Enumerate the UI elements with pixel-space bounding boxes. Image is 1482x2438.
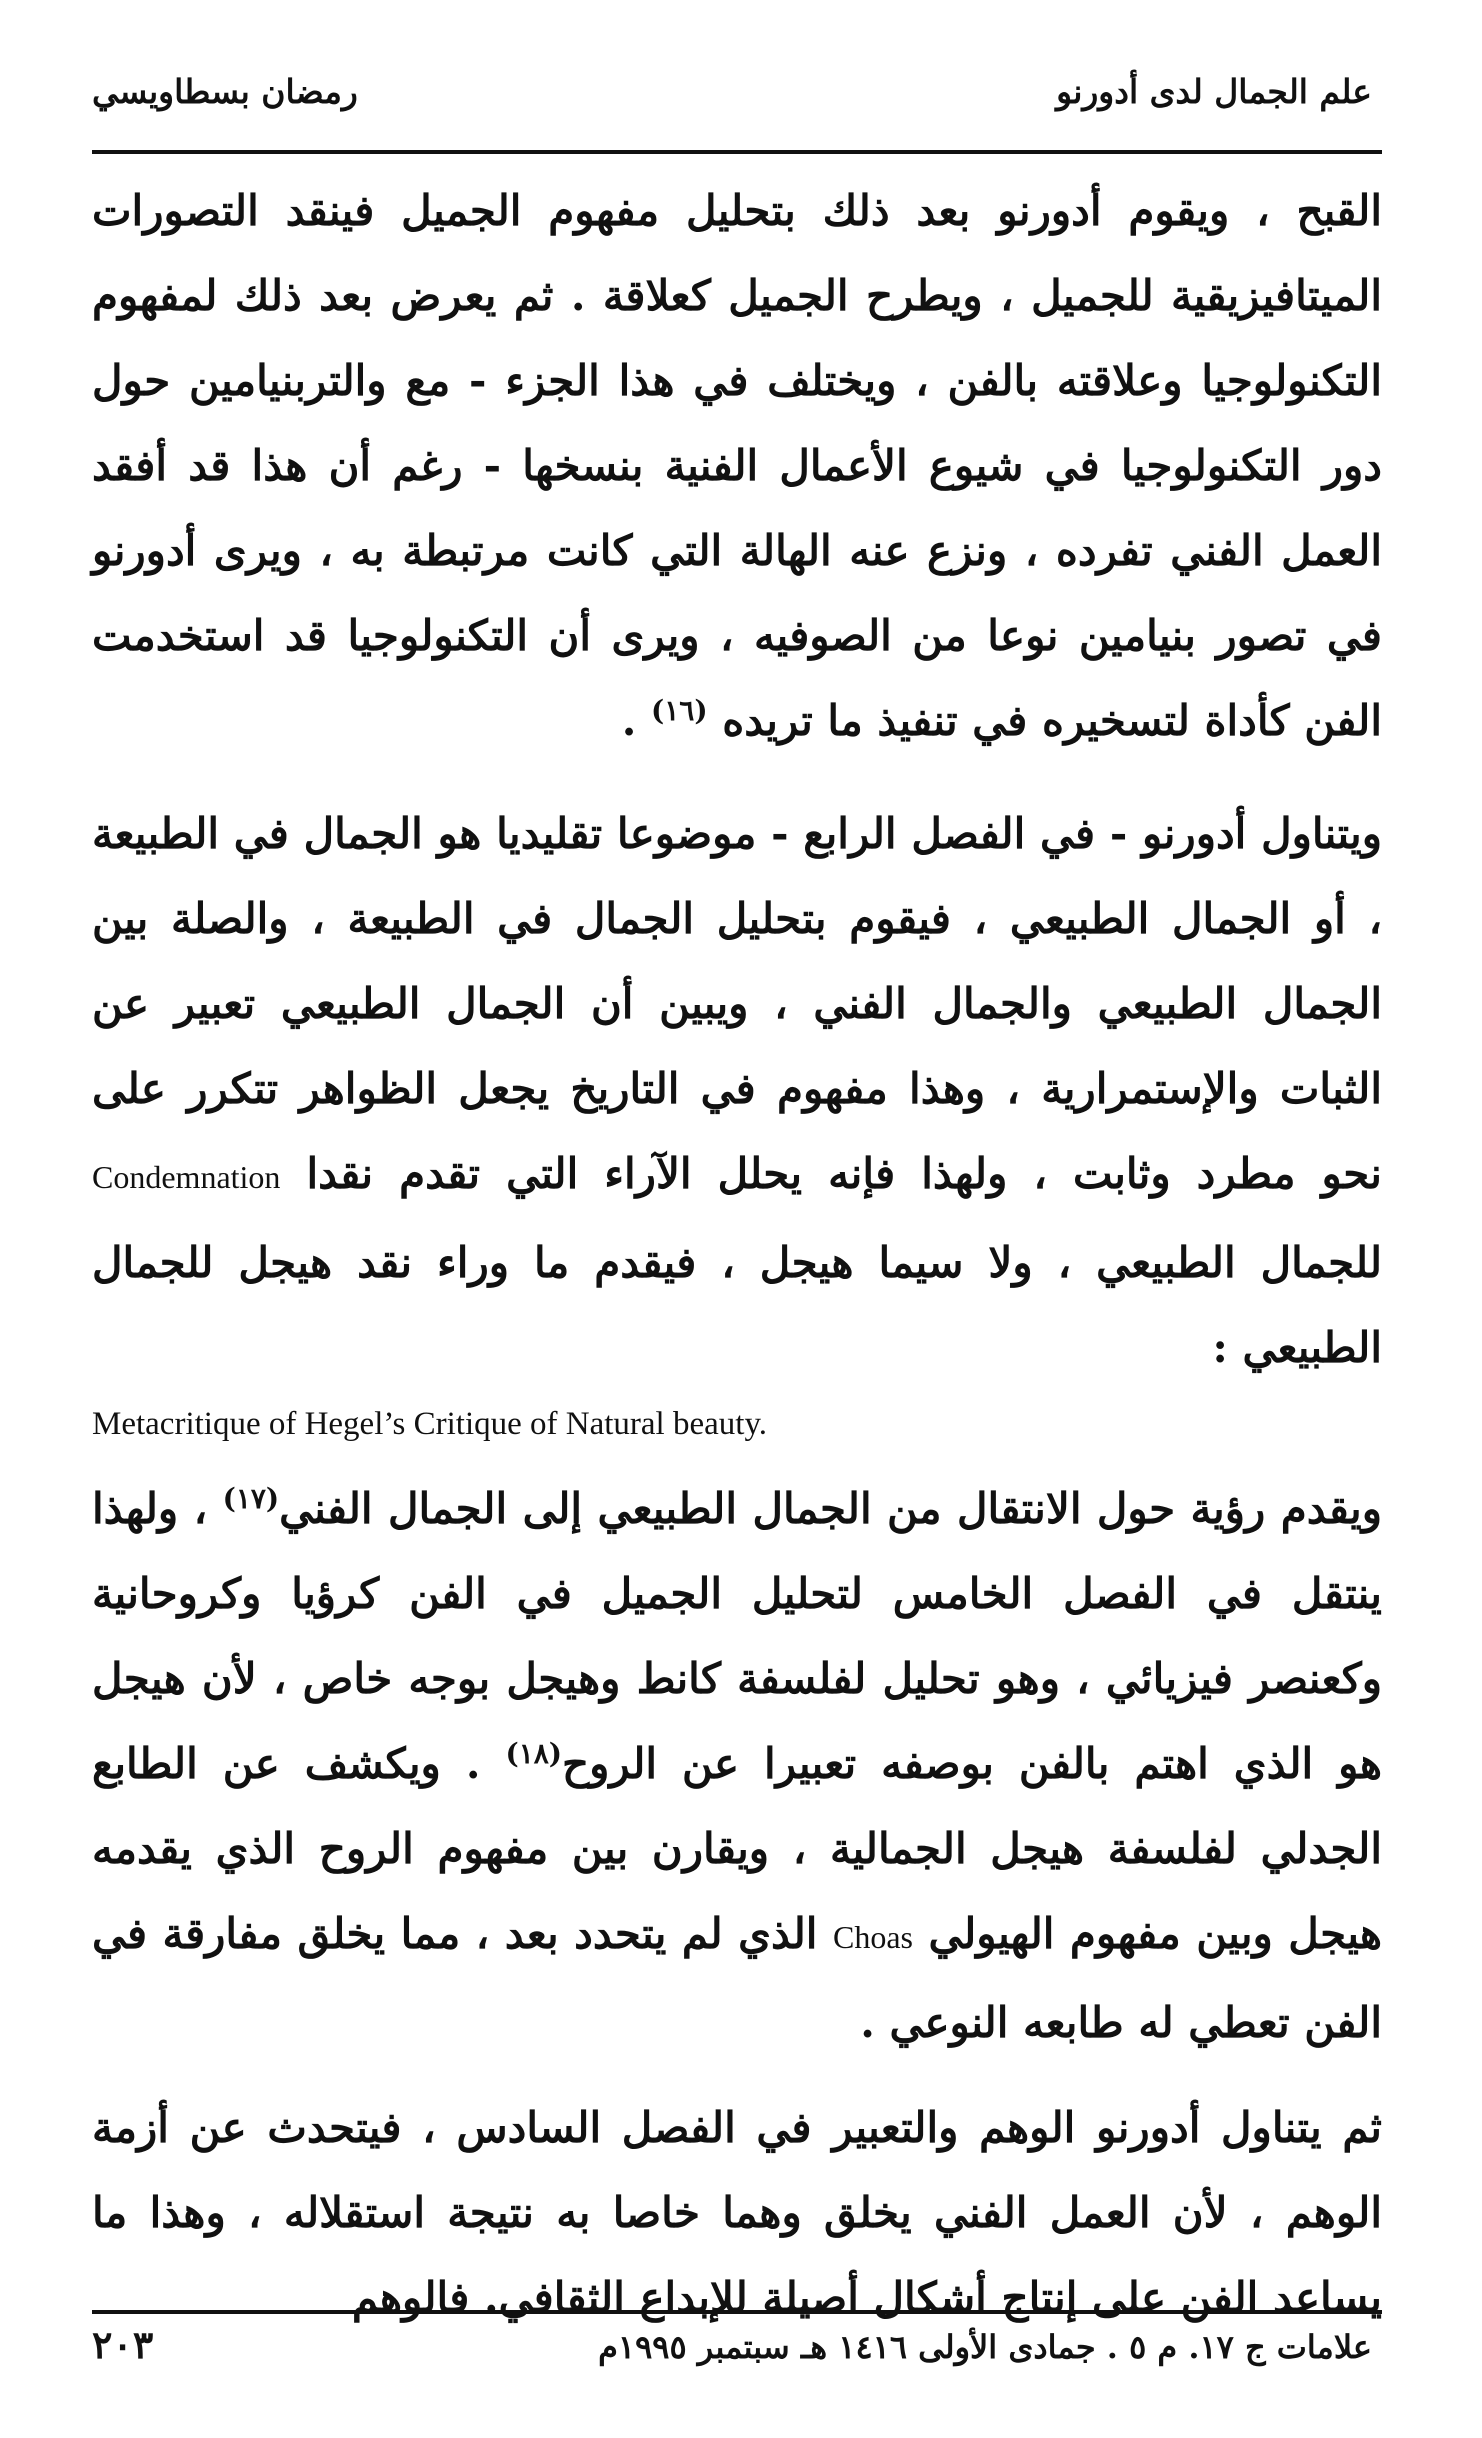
footnote-ref-16: (١٦) [650, 694, 708, 727]
header-rule [92, 150, 1382, 154]
footer-journal-info: علامات ج ١٧. م ٥ . جمادى الأولى ١٤١٦ هـ سبتمبر ١٩٩٥م [598, 2328, 1372, 2366]
english-heading-line: Metacritique of Hegel’s Critique of Natural beauty. [92, 1406, 768, 1442]
paragraph-2-text-after: للجمال الطبيعي ، ولا سيما هيجل ، فيقدم ما وراء نقد هيجل للجمال الطبيعي : [92, 1238, 1382, 1372]
paragraph-3-text-c: . ويكشف عن الطابع الجدلي لفلسفة هيجل الجمالية ، ويقارن بين مفهوم الروح الذي يقدمه هيجل وبين مفهوم الهيولي [92, 1739, 1383, 1958]
running-header-author: رمضان بسطاويسي [92, 72, 358, 111]
paragraph-1 [92, 168, 1382, 763]
running-header [92, 60, 1382, 150]
latin-term-choas: Choas [832, 1919, 913, 1955]
paragraph-3-text-a: ويقدم رؤية حول الانتقال من الجمال الطبيعي إلى الجمال الفني [279, 1484, 1382, 1533]
document-page [92, 60, 1382, 2380]
paragraph-2 [92, 791, 1382, 1390]
footnote-ref-18: (١٨) [505, 1737, 563, 1770]
paragraph-3-text-b: ، ولهذا ينتقل في الفصل الخامس لتحليل الجميل في الفن كرؤيا وكروحانية وكعنصر فيزيائي ، وهو تحليل لفلسفة كانط وهيجل بوجه خاص ، لأن هيجل هو الذي اهتم بالفن بوصفه تعبيرا عن الروح [92, 1484, 1383, 1788]
paragraph-1-text: القبح ، ويقوم أدورنو بعد ذلك بتحليل مفهوم الجميل فينقد التصورات الميتافيزيقية للجميل ، ويطرح الجميل كعلاقة . ثم يعرض بعد ذلك لمفهوم التكنولوجيا وعلاقته بالفن ، ويختلف في هذا الجزء - مع والتربنيامين حول دور التكنولوجيا في شيوع الأعمال الفنية بنسخها - رغم أن هذا قد أفقد العمل الفني تفرده ، ونزع عنه الهالة التي كانت مرتبطة به ، ويرى أدورنو في تصور بنيامين نوعا من الصوفيه ، ويرى أن التكنولوجيا قد استخدمت الفن كأداة لتسخيره في تنفيذ ما تريده [92, 186, 1382, 745]
running-header-title: علم الجمال لدى أدورنو [1056, 72, 1372, 111]
latin-term-condemnation: Condemnation [92, 1159, 281, 1195]
paragraph-3 [92, 1466, 1382, 2065]
paragraph-3-text-d: الذي لم يتحدد بعد ، مما يخلق مفارقة في الفن تعطي له طابعه النوعي . [92, 1909, 1382, 2047]
footer-rule [92, 2310, 1382, 2314]
paragraph-1-end: . [621, 696, 637, 745]
paragraph-2-text-before: ويتناول أدورنو - في الفصل الرابع - موضوعا تقليديا هو الجمال في الطبيعة ، أو الجمال الطبيعي ، فيقوم بتحليل الجمال في الطبيعة ، والصلة بين الجمال الطبيعي والجمال الفني ، ويبين أن الجمال الطبيعي تعبير عن الثبات والإستمرارية ، وهذا مفهوم في التاريخ يجعل الظواهر تتكرر على نحو مطرد وثابت ، ولهذا فإنه يحلل الآراء التي تقدم نقدا [92, 809, 1382, 1198]
page-number: ٢٠٣ [92, 2322, 154, 2367]
footnote-ref-17: (١٧) [222, 1482, 280, 1515]
paragraph-4 [92, 2085, 1382, 2340]
running-footer [92, 2310, 1382, 2380]
paragraph-4-text: ثم يتناول أدورنو الوهم والتعبير في الفصل السادس ، فيتحدث عن أزمة الوهم ، لأن العمل الفني يخلق وهما خاصا به نتيجة استقلاله ، وهذا ما يساعد الفن على إنتاج أشكال أصيلة للإبداع الثقافي. فالوهم [92, 2103, 1382, 2322]
